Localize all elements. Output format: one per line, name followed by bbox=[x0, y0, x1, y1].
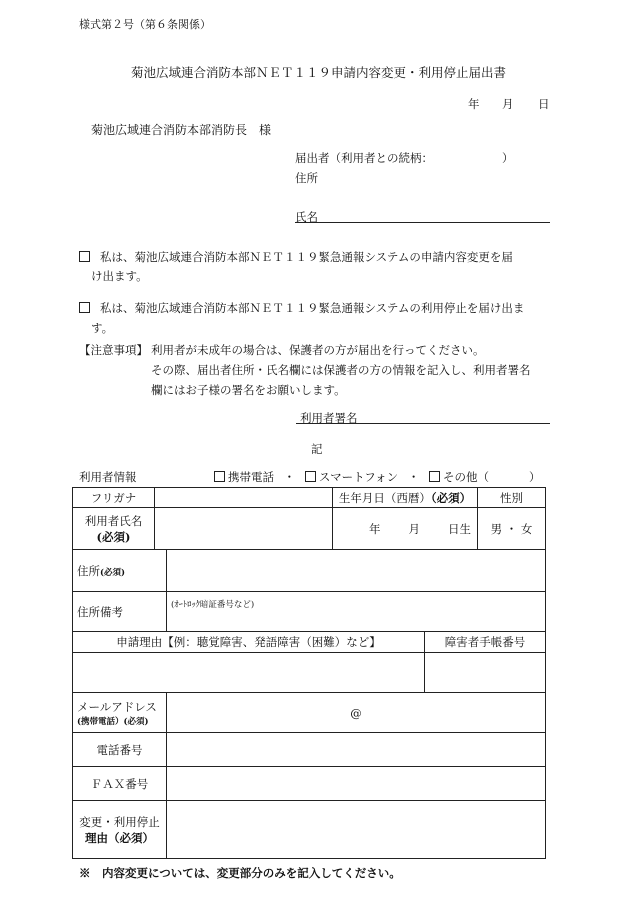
birth-month: 月 bbox=[408, 521, 420, 536]
separator-dot: ・ bbox=[283, 470, 296, 484]
birth-year: 年 bbox=[369, 521, 381, 536]
applicant-relation-close: ） bbox=[502, 151, 514, 165]
option-stop bbox=[79, 300, 524, 316]
change-reason-field[interactable] bbox=[167, 801, 546, 859]
ki-heading: 記 bbox=[311, 442, 323, 456]
birthdate-required: （必須） bbox=[430, 490, 472, 505]
address-label-text: 住所 bbox=[77, 563, 100, 578]
email-sub-label: (携帯電話）(必須) bbox=[77, 716, 149, 727]
birthdate-label-text: 生年月日（西暦） bbox=[338, 490, 431, 505]
date-day: 日 bbox=[538, 97, 550, 111]
reason-field[interactable] bbox=[73, 653, 425, 693]
checkbox-change[interactable] bbox=[79, 251, 90, 262]
date-year: 年 bbox=[468, 97, 480, 111]
address-note-label: 住所備考 bbox=[73, 592, 167, 632]
gender-label: 性別 bbox=[478, 488, 546, 508]
document-title: 菊池広域連合消防本部ＮＥＴ１１９申請内容変更・利用停止届出書 bbox=[131, 65, 507, 80]
checkbox-mobile[interactable] bbox=[214, 471, 225, 482]
birthdate-field[interactable] bbox=[333, 508, 478, 550]
gender-field[interactable]: 男 ・ 女 bbox=[478, 508, 546, 550]
change-reason-label2: 理由（必須） bbox=[85, 830, 154, 845]
footer-note: ※ 内容変更については、変更部分のみを記入してください。 bbox=[79, 866, 401, 880]
user-name-label-text: 利用者氏名 bbox=[84, 513, 143, 528]
birth-day: 日生 bbox=[448, 521, 471, 536]
address-note-hint: (ｵｰﾄﾛｯｸ暗証番号など) bbox=[171, 600, 255, 610]
applicant-name-label: 氏名 bbox=[295, 210, 318, 224]
option-change bbox=[79, 249, 513, 265]
address-required: (必須) bbox=[100, 567, 126, 578]
address-label bbox=[73, 550, 167, 592]
address-note-field[interactable] bbox=[167, 592, 546, 632]
checkbox-other[interactable] bbox=[429, 471, 440, 482]
option-stop-line1: 私は、菊池広域連合消防本部ＮＥＴ１１９緊急通報システムの利用停止を届け出ま bbox=[100, 301, 525, 315]
option-change-line2: け出ます。 bbox=[91, 269, 148, 283]
disability-number-label: 障害者手帳番号 bbox=[425, 632, 546, 653]
notes-label: 【注意事項】 bbox=[79, 343, 148, 357]
applicant-name-line[interactable] bbox=[295, 222, 550, 223]
disability-number-field[interactable] bbox=[425, 653, 546, 693]
notes-line1: 利用者が未成年の場合は、保護者の方が届出を行ってください。 bbox=[151, 343, 485, 357]
notes-line2: その際、届出者住所・氏名欄には保護者の方の情報を記入し、利用者署名 bbox=[151, 363, 531, 377]
fax-label: ＦＡＸ番号 bbox=[73, 767, 167, 801]
birthdate-label bbox=[333, 488, 478, 508]
checkbox-stop[interactable] bbox=[79, 302, 90, 313]
change-reason-label1: 変更・利用停止 bbox=[79, 814, 160, 829]
fax-field[interactable] bbox=[167, 767, 546, 801]
addressee: 菊池広域連合消防本部消防長 様 bbox=[91, 123, 272, 137]
email-label bbox=[73, 693, 167, 733]
date-month: 月 bbox=[502, 97, 514, 111]
separator-dot: ・ bbox=[407, 470, 420, 484]
user-info-label: 利用者情報 bbox=[79, 470, 137, 484]
device-mobile: 携帯電話 bbox=[228, 470, 274, 484]
user-info-table bbox=[72, 487, 546, 859]
device-other: その他（ bbox=[442, 470, 489, 484]
furigana-label: フリガナ bbox=[73, 488, 155, 508]
option-stop-line2: す。 bbox=[91, 321, 114, 335]
email-field[interactable]: @ bbox=[167, 693, 546, 733]
device-options bbox=[214, 469, 540, 485]
notes-line3: 欄にはお子様の署名をお願いします。 bbox=[151, 383, 346, 397]
option-change-line1: 私は、菊池広域連合消防本部ＮＥＴ１１９緊急通報システムの申請内容変更を届 bbox=[100, 250, 513, 264]
checkbox-smartphone[interactable] bbox=[305, 471, 316, 482]
applicant-relation-label: 届出者（利用者との続柄： bbox=[295, 151, 433, 165]
applicant-address-label: 住所 bbox=[295, 171, 318, 185]
reason-label: 申請理由【例：聴覚障害、発語障害（困難）など】 bbox=[73, 632, 425, 653]
phone-label: 電話番号 bbox=[73, 733, 167, 767]
form-number: 様式第２号（第６条関係） bbox=[79, 18, 211, 31]
device-smartphone: スマートフォン bbox=[318, 470, 399, 484]
user-signature-label: 利用者署名 bbox=[300, 411, 358, 425]
email-label-text: メールアドレス bbox=[77, 699, 157, 714]
address-field[interactable] bbox=[167, 550, 546, 592]
user-name-required: (必須) bbox=[96, 529, 131, 544]
device-other-close: ） bbox=[528, 470, 541, 484]
user-signature-line[interactable] bbox=[296, 423, 550, 424]
change-reason-label bbox=[73, 801, 167, 859]
user-name-field[interactable] bbox=[155, 508, 333, 550]
phone-field[interactable] bbox=[167, 733, 546, 767]
user-name-label bbox=[73, 508, 155, 550]
furigana-field[interactable] bbox=[155, 488, 333, 508]
